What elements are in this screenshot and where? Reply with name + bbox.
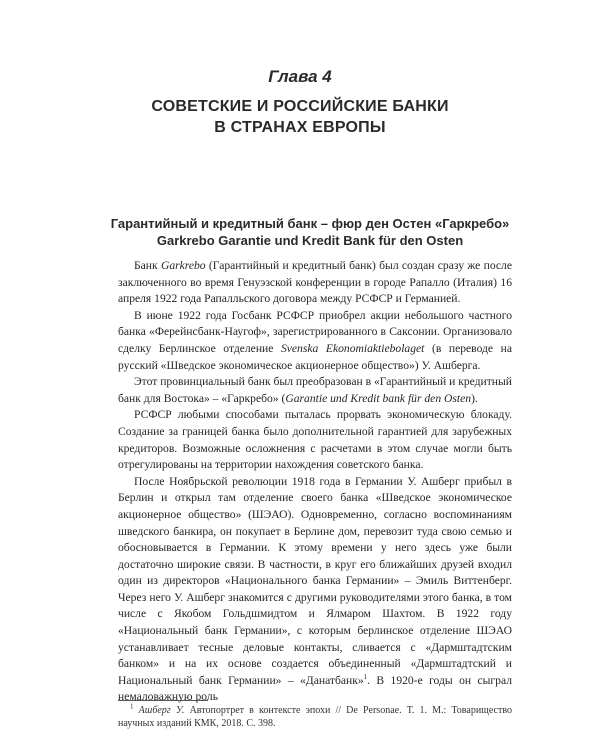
chapter-title-line-2: В СТРАНАХ ЕВРОПЫ <box>214 119 386 136</box>
italic-term: Garantie und Kredit bank für den Osten <box>285 391 472 405</box>
italic-term: Svenska Ekonomiaktiebolaget <box>280 341 425 355</box>
text-run: После Ноябрьской революции 1918 года в Германии У. Ашберг прибыл в Берлин и открыл там отделение своего банка «Шведское экономическое акционерное общество» (ШЭАО). Одновременно, согласно воспоминаниям шведского банкира, он покупает в Берлине дом, перевозит туда свою семью и обосновывается в Германии. К этому времени у него здесь уже были достаточно широкие связи. В частности, в круг его ближайших друзей входил один из директоров «Национального банка Германии» – Эмиль Виттенберг. Через него У. Ашберг знакомится с другими руководителями этого банка, в том числе с Якобом Гольдшмидтом и Ялмаром Шахтом. В 1922 году «Национальный банк Германии», с которым берлинское отделение ШЭАО устанавливает тесные деловые контакты, сливается с «Дармштадтским банком» и на их основе создается объединенный «Дармштадтский и Национальный банк Германии» – «Данатбанк» <box>118 474 512 687</box>
italic-term: Garkrebo <box>160 259 206 272</box>
text-run: Этот провинциальный банк был преобразован в «Гарантийный и кредитный банк для Востока» – «Гаркребо» ( <box>118 375 512 405</box>
footnote-author: Ашберг У. <box>138 705 185 716</box>
footnote-divider <box>118 700 208 701</box>
paragraph-4: РСФСР любыми способами пыталась прорвать экономическую блокаду. Создание за границей банка было дополнительной гарантией для зарубежных кредиторов. Возможные осложнения с расчетами в этом случае могли быть отрегулированы на территории нахождения советского банка. <box>118 408 512 472</box>
text-run: В июне 1922 года Госбанк РСФСР приобрел акции небольшого частного банка «Ферейнсбанк-Наугоф», зарегистрированного в Саксонии. Организовало сделку Берлинское отделение <box>118 308 512 355</box>
text-run: Банк <box>134 259 161 272</box>
chapter-title <box>0 96 600 138</box>
paragraph-2 <box>118 308 512 374</box>
footnote-marker: 1 <box>130 702 134 711</box>
section-title-line-1: Гарантийный и кредитный банк – фюр ден Остен «Гаркребо» <box>110 216 510 231</box>
footnote-text: Автопортрет в контексте эпохи // De Personae. Т. 1. М.: Товарищество научных изданий КМК, 2018. С. 398. <box>118 705 513 729</box>
paragraph-1 <box>118 258 512 308</box>
chapter-label: Глава 4 <box>268 67 332 86</box>
paragraph-5 <box>118 474 512 706</box>
text-run: (Гарантийный и кредитный банк) был создан сразу же после заключенного во время Генуэзской конференции в городе Рапалло (Италия) 16 апреля 1922 года Рапалльского договора между РСФСР и Германией. <box>118 259 512 306</box>
section-title-line-2: Garkrebo Garantie und Kredit Bank für den Osten <box>156 233 464 248</box>
paragraph-3 <box>118 374 512 407</box>
body-text <box>118 258 512 706</box>
section-title <box>100 215 520 249</box>
text-run: ). <box>471 391 478 405</box>
text-run: (в переводе на русский «Шведское экономическое акционерное общество») У. Ашберга. <box>118 341 512 372</box>
text-run: . В 1920-е годы он сыграл немаловажную роль <box>118 673 512 704</box>
footnote-reference: 1 <box>363 672 368 681</box>
footnote <box>118 704 512 730</box>
chapter-title-line-1: СОВЕТСКИЕ И РОССИЙСКИЕ БАНКИ <box>151 98 449 115</box>
